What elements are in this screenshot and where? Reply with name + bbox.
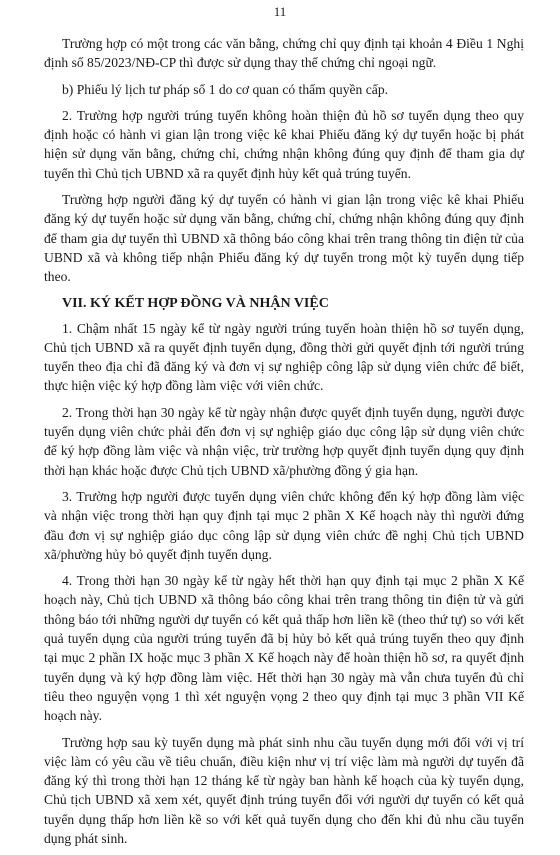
document-body [44, 34, 524, 855]
section-heading-vii: VII. KÝ KẾT HỢP ĐỒNG VÀ NHẬN VIỆC [62, 295, 329, 311]
paragraph-item-3: 3. Trường hợp người được tuyển dụng viên chức không đến ký hợp đồng làm việc và nhận việc trong thời hạn quy định tại mục 2 phần X Kế hoạch này thì người đứng đầu đơn vị sự nghiệp giáo dục công lập sử dụng viên chức đề nghị Chủ tịch UBND xã/phường hủy bỏ quyết định tuyển dụng. [44, 488, 524, 562]
paragraph-new-demand: Trường hợp sau kỳ tuyển dụng mà phát sinh nhu cầu tuyển dụng mới đối với vị trí việc làm có yêu cầu về tiêu chuẩn, điều kiện như vị trí việc làm mà người dự tuyển đã đăng ký thì trong thời hạn 12 tháng kể từ ngày ban hành kế hoạch của kỳ tuyển dụng, Chủ tịch UBND xã xem xét, quyết định trúng tuyển đối với người dự tuyển có kết quả tuyển dụng thấp hơn liền kề so với kết quả tuyển dụng cho đến khi đủ nhu cầu tuyển dụng phát sinh. [44, 734, 524, 846]
paragraph-foreign-language-certificate: Trường hợp có một trong các văn bằng, chứng chỉ quy định tại khoản 4 Điều 1 Nghị định số 85/2023/NĐ-CP thì được sử dụng thay thế chứng chỉ ngoại ngữ. [44, 36, 524, 71]
paragraph-fraud-notice: Trường hợp người đăng ký dự tuyển có hành vi gian lận trong việc kê khai Phiếu đăng ký dự tuyển hoặc sử dụng văn bằng, chứng chỉ, chứng nhận không đúng quy định để tham gia dự tuyển thì UBND xã thông báo công khai trên trang thông tin điện tử của UBND xã và không tiếp nhận Phiếu đăng ký dự tuyển trong một kỳ tuyển dụng tiếp theo. [44, 192, 524, 285]
paragraph-item-4: 4. Trong thời hạn 30 ngày kể từ ngày hết thời hạn quy định tại mục 2 phần X Kế hoạch này, Chủ tịch UBND xã thông báo công khai trên trang thông tin điện tử và gửi thông báo tới những người dự tuyển có kết quả thấp hơn liền kề (theo thứ tự) so với kết quả tuyển dụng của người trúng tuyển đã bị hủy bỏ kết quả trúng tuyển theo quy định tại mục 2 phần IX hoặc mục 3 phần X Kế hoạch này để hoàn thiện hồ sơ, ra quyết định tuyển dụng và ký hợp đồng làm việc. Hết thời hạn 30 ngày mà vẫn chưa tuyển đủ chỉ tiêu theo nguyện vọng 1 thì xét nguyện vọng 2 theo quy định tại mục 3 phần VII Kế hoạch này. [44, 573, 524, 724]
paragraph-item-2: 2. Trong thời hạn 30 ngày kể từ ngày nhận được quyết định tuyển dụng, người được tuyển dụng viên chức phải đến đơn vị sự nghiệp giáo dục công lập sử dụng viên chức để ký hợp đồng làm việc và nhận việc, trừ trường hợp quyết định tuyển dụng quy định thời hạn khác hoặc được Chủ tịch UBND xã/phường đồng ý gia hạn. [44, 404, 524, 478]
page-number: 11 [273, 4, 287, 19]
paragraph-item-1: 1. Chậm nhất 15 ngày kể từ ngày người trúng tuyển hoàn thiện hồ sơ tuyển dụng, Chủ tịch UBND xã ra quyết định tuyển dụng, đồng thời gửi quyết định tới người trúng tuyển theo địa chỉ đã đăng ký và đơn vị sự nghiệp công lập sử dụng viên chức để biết, thực hiện việc ký hợp đồng làm việc với viên chức. [44, 320, 524, 394]
paragraph-judicial-record: b) Phiếu lý lịch tư pháp số 1 do cơ quan có thẩm quyền cấp. [62, 81, 389, 97]
paragraph-incomplete-dossier: 2. Trường hợp người trúng tuyển không hoàn thiện đủ hồ sơ tuyển dụng theo quy định hoặc có hành vi gian lận trong việc kê khai Phiếu đăng ký dự tuyển hoặc bị phát hiện sử dụng văn bằng, chứng chỉ, chứng nhận không đúng quy định để tham gia dự tuyển thì Chủ tịch UBND xã ra quyết định hủy kết quả trúng tuyển. [44, 107, 524, 181]
